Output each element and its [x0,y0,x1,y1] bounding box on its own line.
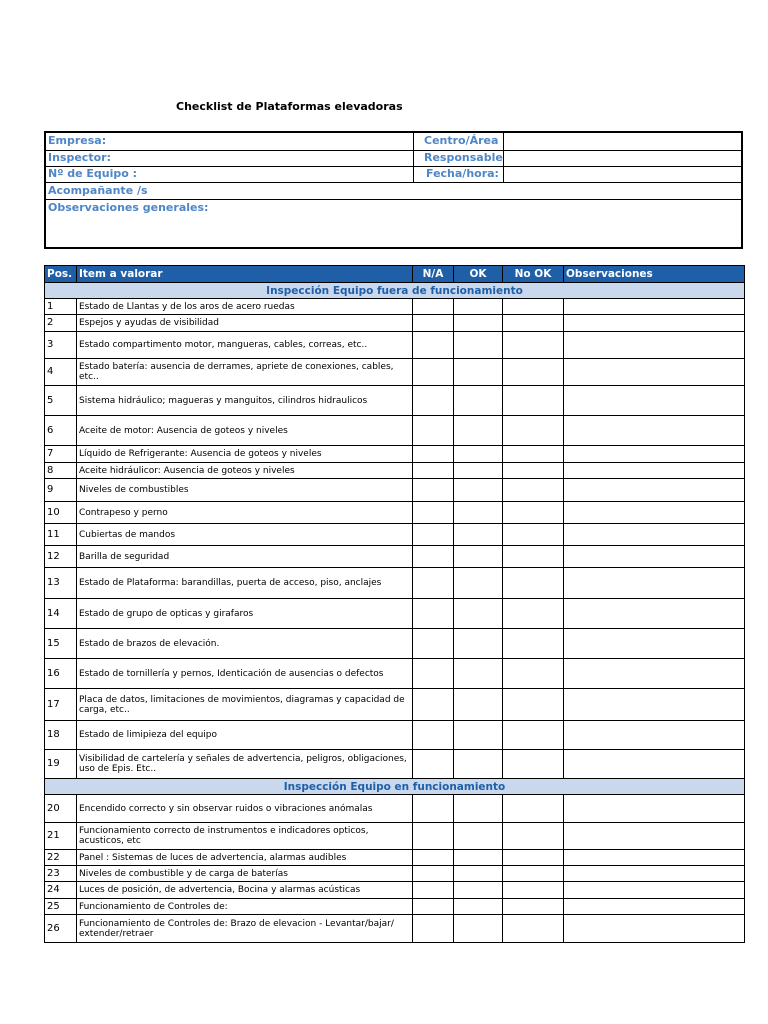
check-ok-cell[interactable] [454,299,503,315]
check-ok-cell[interactable] [454,502,503,524]
table-row [45,850,745,866]
check-nook-cell[interactable] [503,882,564,899]
check-na-cell[interactable] [413,823,454,850]
observaciones-cell[interactable] [564,386,745,416]
observaciones-cell[interactable] [564,479,745,502]
observaciones-cell[interactable] [564,568,745,599]
table-row [45,546,745,568]
check-ok-cell[interactable] [454,795,503,823]
table-row [45,599,745,629]
check-nook-cell[interactable] [503,823,564,850]
inspector-label: Inspector: [48,151,111,164]
check-na-cell[interactable] [413,750,454,779]
check-ok-cell[interactable] [454,524,503,546]
row-pos: 14 [45,599,77,629]
row-pos: 23 [45,866,77,882]
check-nook-cell[interactable] [503,850,564,866]
check-na-cell[interactable] [413,359,454,386]
row-pos: 10 [45,502,77,524]
info-divider-2 [503,133,504,182]
row-item: Líquido de Refrigerante: Ausencia de goteos y niveles [77,446,413,463]
check-ok-cell[interactable] [454,386,503,416]
observaciones-cell[interactable] [564,689,745,721]
observaciones-cell[interactable] [564,882,745,899]
check-na-cell[interactable] [413,659,454,689]
check-na-cell[interactable] [413,795,454,823]
row-item: Funcionamiento de Controles de: [77,899,413,915]
check-nook-cell[interactable] [503,546,564,568]
table-row [45,332,745,359]
check-nook-cell[interactable] [503,502,564,524]
check-ok-cell[interactable] [454,850,503,866]
row-item: Estado de brazos de elevación. [77,629,413,659]
check-na-cell[interactable] [413,599,454,629]
observaciones-cell[interactable] [564,332,745,359]
observaciones-cell[interactable] [564,416,745,446]
responsable-field[interactable] [506,150,742,166]
row-item: Funcionamiento correcto de instrumentos e indicadores opticos, acusticos, etc [77,823,413,850]
info-row-acompanante [46,182,741,200]
check-nook-cell[interactable] [503,479,564,502]
check-na-cell[interactable] [413,629,454,659]
acompanante-label: Acompañante /s [48,184,148,197]
check-na-cell[interactable] [413,866,454,882]
check-ok-cell[interactable] [454,823,503,850]
row-item: Placa de datos, limitaciones de movimientos, diagramas y capacidad de carga, etc.. [77,689,413,721]
check-nook-cell[interactable] [503,524,564,546]
row-item: Niveles de combustibles [77,479,413,502]
section-title: Inspección Equipo fuera de funcionamiento [45,283,745,299]
observaciones-cell[interactable] [564,795,745,823]
header-nook: No OK [503,266,564,283]
row-pos: 25 [45,899,77,915]
table-row [45,315,745,332]
check-na-cell[interactable] [413,568,454,599]
row-item: Visibilidad de cartelería y señales de advertencia, peligros, obligaciones, uso de Epis. Etc.. [77,750,413,779]
row-item: Aceite de motor: Ausencia de goteos y niveles [77,416,413,446]
observaciones-cell[interactable] [564,823,745,850]
section-row [45,283,745,299]
responsable-label: Responsable [424,151,503,164]
fecha-field[interactable] [506,166,742,182]
row-pos: 24 [45,882,77,899]
table-row [45,750,745,779]
check-na-cell[interactable] [413,524,454,546]
header-pos: Pos. [45,266,77,283]
row-pos: 17 [45,689,77,721]
row-item: Espejos y ayudas de visibilidad [77,315,413,332]
observaciones-cell[interactable] [564,463,745,479]
check-nook-cell[interactable] [503,721,564,750]
header-ok: OK [454,266,503,283]
row-pos: 2 [45,315,77,332]
check-na-cell[interactable] [413,899,454,915]
header-observaciones: Observaciones [564,266,745,283]
row-pos: 3 [45,332,77,359]
row-pos: 16 [45,659,77,689]
row-pos: 5 [45,386,77,416]
row-item: Niveles de combustible y de carga de baterías [77,866,413,882]
table-row [45,463,745,479]
row-pos: 11 [45,524,77,546]
check-ok-cell[interactable] [454,750,503,779]
check-nook-cell[interactable] [503,795,564,823]
check-nook-cell[interactable] [503,416,564,446]
check-nook-cell[interactable] [503,659,564,689]
observaciones-field[interactable] [48,215,740,245]
check-ok-cell[interactable] [454,689,503,721]
row-item: Luces de posición, de advertencia, Bocina y alarmas acústicas [77,882,413,899]
check-ok-cell[interactable] [454,463,503,479]
centro-label: Centro/Área [424,134,499,147]
row-item: Sistema hidráulico; magueras y manguitos, cilindros hidraulicos [77,386,413,416]
check-na-cell[interactable] [413,915,454,943]
row-pos: 20 [45,795,77,823]
header-item: Item a valorar [77,266,413,283]
check-nook-cell[interactable] [503,568,564,599]
check-nook-cell[interactable] [503,866,564,882]
check-nook-cell[interactable] [503,315,564,332]
row-item: Estado de Plataforma: barandillas, puerta de acceso, piso, anclajes [77,568,413,599]
observaciones-cell[interactable] [564,446,745,463]
table-row [45,479,745,502]
row-item: Aceite hidráulicor: Ausencia de goteos y niveles [77,463,413,479]
row-pos: 9 [45,479,77,502]
check-ok-cell[interactable] [454,882,503,899]
check-na-cell[interactable] [413,882,454,899]
row-pos: 15 [45,629,77,659]
observaciones-cell[interactable] [564,599,745,629]
table-row [45,416,745,446]
fecha-label: Fecha/hora: [426,167,499,180]
checklist-table [44,265,745,943]
check-na-cell[interactable] [413,446,454,463]
check-nook-cell[interactable] [503,899,564,915]
table-row [45,502,745,524]
info-divider-1 [413,133,414,182]
check-ok-cell[interactable] [454,359,503,386]
check-na-cell[interactable] [413,299,454,315]
check-nook-cell[interactable] [503,915,564,943]
row-pos: 12 [45,546,77,568]
check-na-cell[interactable] [413,332,454,359]
row-item: Estado batería: ausencia de derrames, apriete de conexiones, cables, etc.. [77,359,413,386]
observaciones-cell[interactable] [564,866,745,882]
row-pos: 19 [45,750,77,779]
header-info-block [44,131,743,249]
check-ok-cell[interactable] [454,479,503,502]
header-na: N/A [413,266,454,283]
check-nook-cell[interactable] [503,463,564,479]
check-na-cell[interactable] [413,463,454,479]
observaciones-cell[interactable] [564,850,745,866]
observaciones-cell[interactable] [564,721,745,750]
table-row [45,795,745,823]
observaciones-cell[interactable] [564,546,745,568]
section-title: Inspección Equipo en funcionamiento [45,779,745,795]
section-row [45,779,745,795]
row-pos: 8 [45,463,77,479]
check-na-cell[interactable] [413,546,454,568]
row-pos: 13 [45,568,77,599]
check-ok-cell[interactable] [454,446,503,463]
checklist-body [45,283,745,943]
row-pos: 26 [45,915,77,943]
table-row [45,915,745,943]
row-pos: 21 [45,823,77,850]
observaciones-cell[interactable] [564,524,745,546]
table-row [45,899,745,915]
row-item: Cubiertas de mandos [77,524,413,546]
centro-field[interactable] [506,133,742,149]
row-pos: 1 [45,299,77,315]
row-item: Estado de tornillería y pernos, Identicación de ausencias o defectos [77,659,413,689]
observaciones-cell[interactable] [564,315,745,332]
document-title: Checklist de Plataformas elevadoras [176,100,403,113]
check-ok-cell[interactable] [454,332,503,359]
row-item: Panel : Sistemas de luces de advertencia, alarmas audibles [77,850,413,866]
check-ok-cell[interactable] [454,546,503,568]
check-na-cell[interactable] [413,502,454,524]
check-na-cell[interactable] [413,315,454,332]
table-row [45,359,745,386]
row-pos: 4 [45,359,77,386]
observaciones-cell[interactable] [564,915,745,943]
table-row [45,446,745,463]
observaciones-cell[interactable] [564,659,745,689]
row-item: Estado de limipieza del equipo [77,721,413,750]
table-row [45,823,745,850]
check-na-cell[interactable] [413,416,454,446]
check-nook-cell[interactable] [503,599,564,629]
check-nook-cell[interactable] [503,689,564,721]
observaciones-cell[interactable] [564,359,745,386]
row-item: Funcionamiento de Controles de: Brazo de elevacion - Levantar/bajar/ extender/retraer [77,915,413,943]
check-na-cell[interactable] [413,721,454,750]
check-na-cell[interactable] [413,689,454,721]
row-item: Estado de grupo de opticas y girafaros [77,599,413,629]
table-row [45,882,745,899]
table-row [45,524,745,546]
row-item: Estado compartimento motor, mangueras, cables, correas, etc.. [77,332,413,359]
check-nook-cell[interactable] [503,299,564,315]
row-pos: 18 [45,721,77,750]
check-nook-cell[interactable] [503,332,564,359]
check-nook-cell[interactable] [503,750,564,779]
check-ok-cell[interactable] [454,568,503,599]
check-ok-cell[interactable] [454,315,503,332]
row-pos: 22 [45,850,77,866]
check-ok-cell[interactable] [454,416,503,446]
table-row [45,866,745,882]
observaciones-cell[interactable] [564,899,745,915]
observaciones-label: Observaciones generales: [48,201,209,214]
check-nook-cell[interactable] [503,629,564,659]
observaciones-cell[interactable] [564,629,745,659]
row-item: Encendido correcto y sin observar ruidos o vibraciones anómalas [77,795,413,823]
check-nook-cell[interactable] [503,446,564,463]
table-row [45,689,745,721]
table-row [45,386,745,416]
table-row [45,629,745,659]
table-header-row [45,266,745,283]
check-nook-cell[interactable] [503,386,564,416]
row-item: Contrapeso y perno [77,502,413,524]
observaciones-cell[interactable] [564,750,745,779]
check-na-cell[interactable] [413,386,454,416]
row-pos: 7 [45,446,77,463]
observaciones-cell[interactable] [564,502,745,524]
check-ok-cell[interactable] [454,866,503,882]
table-row [45,659,745,689]
row-item: Estado de Llantas y de los aros de acero ruedas [77,299,413,315]
row-item: Barilla de seguridad [77,546,413,568]
equipo-label: Nº de Equipo : [48,167,138,180]
check-ok-cell[interactable] [454,629,503,659]
table-row [45,721,745,750]
check-ok-cell[interactable] [454,599,503,629]
check-ok-cell[interactable] [454,659,503,689]
table-row [45,568,745,599]
empresa-label: Empresa: [48,134,107,147]
check-ok-cell[interactable] [454,915,503,943]
check-ok-cell[interactable] [454,899,503,915]
check-na-cell[interactable] [413,850,454,866]
observaciones-cell[interactable] [564,299,745,315]
check-na-cell[interactable] [413,479,454,502]
check-ok-cell[interactable] [454,721,503,750]
row-pos: 6 [45,416,77,446]
check-nook-cell[interactable] [503,359,564,386]
table-row [45,299,745,315]
